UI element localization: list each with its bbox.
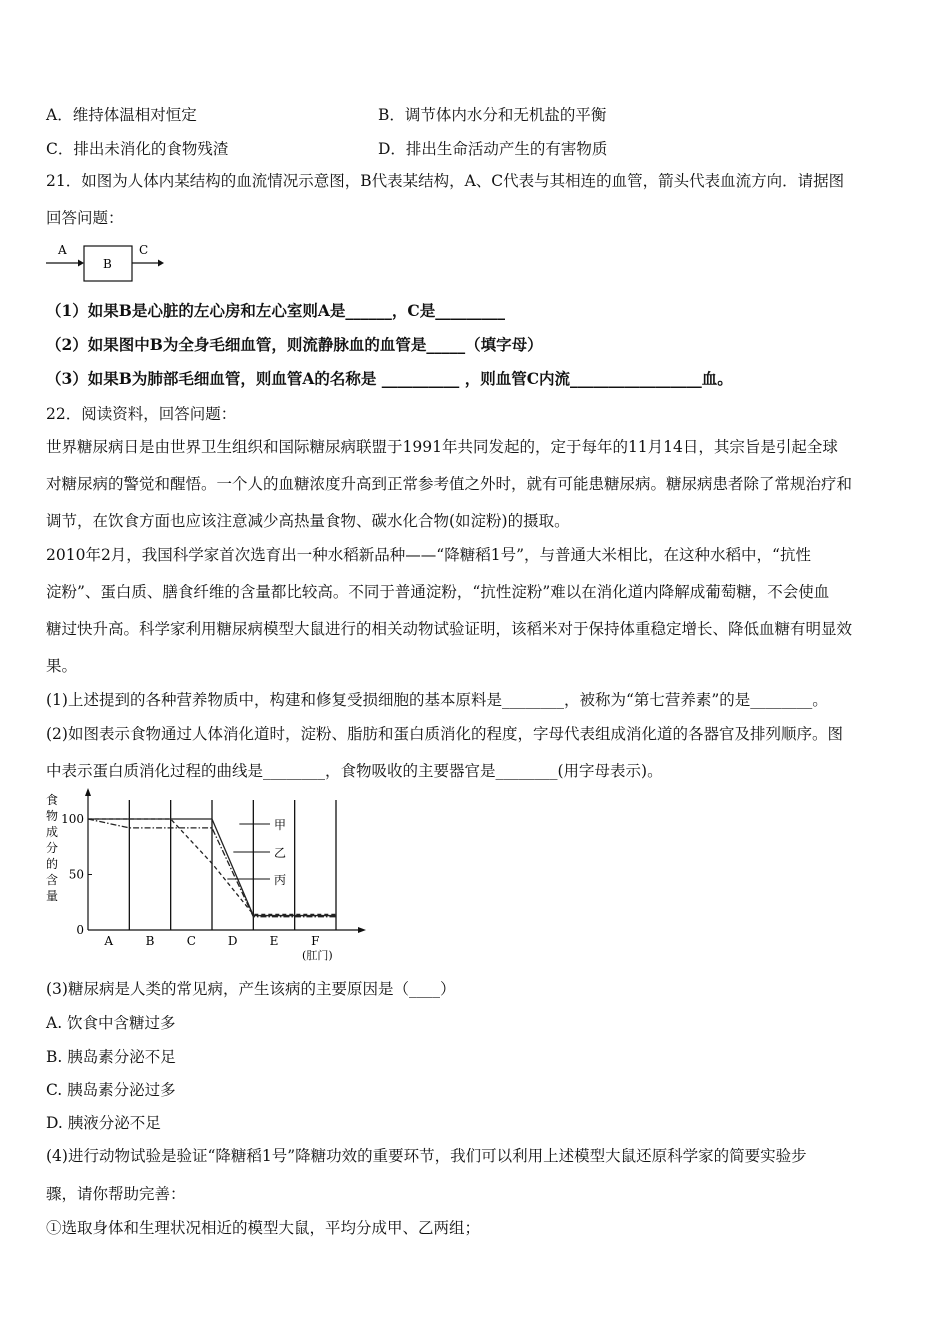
- category-label-B: B: [145, 934, 155, 948]
- q21-stem-line1: 21．如图为人体内某结构的血流情况示意图，B代表某结构，A、C代表与其相连的血管，箭头代表血流方向．请据图: [46, 172, 845, 190]
- q22-q3-option-b: B. 胰岛素分泌不足: [46, 1048, 176, 1066]
- q22-paragraph2-line3: 糖过快升高。科学家利用糖尿病模型大鼠进行的相关动物试验证明，该稻米对于保持体重稳定增长、降低血糖有明显效: [46, 620, 853, 638]
- diagram-label-c: C: [139, 243, 149, 257]
- q22-paragraph1-line2: 对糖尿病的警觉和醒悟。一个人的血糖浓度升高到正常参考值之外时，就有可能患糖尿病。糖尿病患者除了常规治疗和: [46, 475, 853, 493]
- category-label-D: D: [227, 934, 238, 948]
- q22-question2-line2: 中表示蛋白质消化过程的曲线是________，食物吸收的主要器官是________(用字母表示)。: [46, 762, 663, 780]
- x-axis-arrow: [358, 927, 366, 933]
- category-label-E: E: [269, 934, 279, 948]
- diagram-label-b: B: [103, 257, 112, 271]
- q22-question4-step1: ①选取身体和生理状况相近的模型大鼠，平均分成甲、乙两组；: [46, 1219, 481, 1237]
- y-tick-label: 0: [76, 923, 84, 937]
- ylabel-char: 食: [46, 793, 59, 807]
- q22-question4-line2: 骤，请你帮助完善：: [46, 1185, 186, 1203]
- q22-paragraph2-line1: 2010年2月，我国科学家首次选育出一种水稻新品种——“降糖稻1号”，与普通大米相比，在这种水稻中，“抗性: [46, 546, 811, 564]
- chart-ylabel: [46, 793, 58, 903]
- y-tick-label: 100: [61, 812, 84, 826]
- series-label-丙: 丙: [274, 873, 287, 887]
- q22-q3-option-a: A. 饮食中含糖过多: [46, 1014, 176, 1032]
- y-axis-arrow: [85, 788, 91, 796]
- anus-note: (肛门): [302, 949, 333, 962]
- q22-paragraph2-line4: 果。: [46, 657, 78, 675]
- q22-paragraph1-line3: 调节，在饮食方面也应该注意减少高热量食物、碳水化合物(如淀粉)的摄取。: [46, 512, 570, 530]
- ylabel-char: 含: [46, 873, 59, 887]
- ylabel-char: 的: [46, 857, 59, 871]
- ylabel-char: 分: [46, 841, 59, 855]
- diagram-label-a: A: [58, 243, 67, 257]
- series-label-甲: 甲: [274, 818, 287, 832]
- option-a: A．维持体温相对恒定: [46, 106, 197, 124]
- category-label-C: C: [186, 934, 196, 948]
- option-c: C．排出未消化的食物残渣: [46, 140, 229, 158]
- y-tick-label: 50: [68, 867, 84, 882]
- series-label-乙: 乙: [274, 846, 287, 860]
- q21-sub1: （1）如果B是心脏的左心房和左心室则A是______，C是_________: [46, 301, 505, 320]
- q22-question2-line1: (2)如图表示食物通过人体消化道时，淀粉、脂肪和蛋白质消化的程度，字母代表组成消化道的各器官及排列顺序。图: [46, 725, 843, 743]
- q22-paragraph2-line2: 淀粉”、蛋白质、膳食纤维的含量都比较高。不同于普通淀粉，“抗性淀粉”难以在消化道内降解成葡萄糖，不会使血: [46, 583, 830, 601]
- q22-question4-line1: (4)进行动物试验是验证“降糖稻1号”降糖功效的重要环节，我们可以利用上述模型大鼠还原科学家的简要实验步: [46, 1147, 807, 1165]
- q22-q3-option-d: D. 胰液分泌不足: [46, 1114, 161, 1132]
- blood-flow-diagram: [44, 238, 169, 284]
- ylabel-char: 量: [46, 889, 59, 903]
- ylabel-char: 成: [46, 825, 59, 839]
- digestion-chart: [40, 786, 370, 966]
- q22-q3-option-c: C. 胰岛素分泌过多: [46, 1081, 176, 1099]
- q21-stem-line2: 回答问题：: [46, 209, 124, 227]
- category-label-F: F: [311, 934, 320, 948]
- q22-question3: (3)糖尿病是人类的常见病，产生该病的主要原因是（____）: [46, 980, 456, 998]
- option-d: D．排出生命活动产生的有害物质: [378, 140, 608, 158]
- option-b: B．调节体内水分和无机盐的平衡: [378, 106, 607, 124]
- ylabel-char: 物: [46, 809, 59, 823]
- q22-paragraph1-line1: 世界糖尿病日是由世界卫生组织和国际糖尿病联盟于1991年共同发起的，定于每年的11月14日，其宗旨是引起全球: [46, 438, 838, 456]
- category-label-A: A: [104, 934, 114, 948]
- q22-stem: 22．阅读资料，回答问题：: [46, 405, 237, 423]
- q21-sub3: （3）如果B为肺部毛细血管，则血管A的名称是 __________ ，则血管C内流_________________血。: [46, 369, 733, 388]
- q21-sub2: （2）如果图中B为全身毛细血管，则流静脉血的血管是_____（填字母）: [46, 335, 543, 354]
- q22-question1: (1)上述提到的各种营养物质中，构建和修复受损细胞的基本原料是________，被称为“第七营养素”的是________。: [46, 691, 828, 709]
